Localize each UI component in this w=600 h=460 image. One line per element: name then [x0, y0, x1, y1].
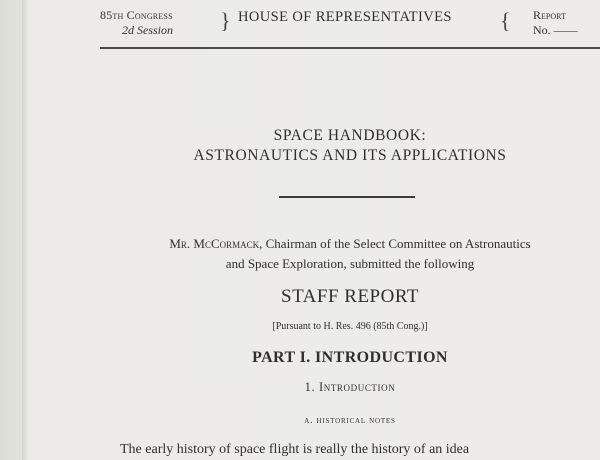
header-rule — [100, 47, 600, 49]
document-title-line1: SPACE HANDBOOK: — [273, 127, 427, 144]
submitter-title: , Chairman of the Select Committee on Astronautics — [259, 236, 531, 251]
submitted-by-line1 — [100, 236, 600, 252]
submitted-by-line2: and Space Exploration, submitted the following — [225, 256, 475, 271]
left-brace: } — [220, 8, 231, 33]
title-divider — [279, 196, 415, 198]
house-heading: HOUSE OF REPRESENTATIVES — [238, 9, 452, 25]
section-heading: 1. Introduction — [304, 380, 396, 394]
right-brace: { — [500, 8, 511, 33]
staff-report-heading: STAFF REPORT — [281, 286, 419, 307]
congress-session-block — [100, 8, 218, 38]
session-label: 2d Session — [122, 23, 173, 37]
report-number: No. —— — [533, 23, 578, 37]
page-binding-shadow — [22, 0, 28, 460]
document-header — [96, 8, 600, 42]
document-title-line2: ASTRONAUTICS AND ITS APPLICATIONS — [193, 147, 507, 164]
report-number-block — [533, 8, 578, 38]
body-text-first-line: The early history of space flight is really the history of an idea — [120, 442, 470, 457]
congress-label: 85th Congress — [100, 8, 173, 22]
pursuant-note: [Pursuant to H. Res. 496 (85th Cong.)] — [272, 321, 428, 332]
submitter-name: Mr. McCormack — [169, 236, 260, 251]
subsection-heading: a. historical notes — [304, 416, 396, 426]
part-heading: PART I. INTRODUCTION — [252, 349, 448, 366]
report-label: Report — [533, 8, 566, 22]
